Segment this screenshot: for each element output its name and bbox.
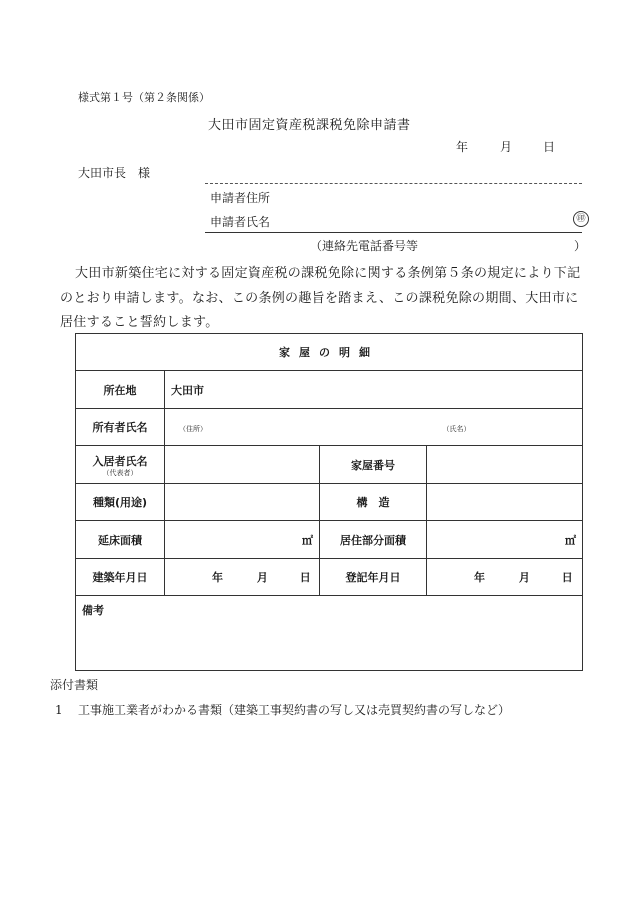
table-header: 家屋の明細 bbox=[76, 334, 583, 371]
remarks-field[interactable] bbox=[76, 596, 583, 671]
house-number-label: 家屋番号 bbox=[320, 446, 427, 484]
built-date-field[interactable] bbox=[165, 559, 320, 596]
remarks-label: 備考 bbox=[82, 604, 104, 617]
registered-day: 日 bbox=[561, 571, 573, 584]
location-value[interactable]: 大田市 bbox=[165, 371, 583, 409]
attachment-item-number: 1 bbox=[55, 703, 63, 717]
date-day-label: 日 bbox=[543, 140, 556, 154]
contact-close-paren: ） bbox=[574, 239, 587, 253]
date-year-label: 年 bbox=[456, 140, 469, 154]
addressee: 大田市長 様 bbox=[78, 166, 151, 180]
applicant-name-label: 申請者氏名 bbox=[210, 215, 271, 229]
resident-rep-label: （代表者） bbox=[102, 468, 138, 477]
registered-year: 年 bbox=[474, 571, 485, 584]
owner-name-label: 所有者氏名 bbox=[76, 409, 165, 446]
attachments-title: 添付書類 bbox=[50, 678, 99, 692]
resident-name-label-text: 入居者氏名 bbox=[92, 454, 148, 468]
living-area-field[interactable]: ㎡ bbox=[427, 521, 583, 559]
registered-date-label: 登記年月日 bbox=[320, 559, 427, 596]
floor-area-label: 延床面積 bbox=[76, 521, 165, 559]
owner-name-hint: （氏名） bbox=[442, 424, 471, 433]
seal-mark-icon: ㊞ bbox=[573, 211, 589, 227]
divider-dotted bbox=[205, 183, 582, 184]
built-date-label: 建築年月日 bbox=[76, 559, 165, 596]
type-field[interactable] bbox=[165, 484, 320, 521]
date-month-label: 月 bbox=[500, 140, 513, 154]
built-month: 月 bbox=[256, 571, 268, 584]
form-number: 様式第１号（第２条関係） bbox=[78, 91, 210, 104]
living-area-label: 居住部分面積 bbox=[320, 521, 427, 559]
house-details-table bbox=[75, 333, 583, 671]
divider-solid bbox=[205, 232, 582, 233]
location-label: 所在地 bbox=[76, 371, 165, 409]
built-year: 年 bbox=[212, 571, 223, 584]
type-label: 種類(用途) bbox=[76, 484, 165, 521]
contact-label: （連絡先電話番号等 bbox=[310, 239, 419, 253]
pledge-paragraph: 大田市新築住宅に対する固定資産税の課税免除に関する条例第５条の規定により下記のとおり申請します。なお、この条例の趣旨を踏まえ、この課税免除の期間、大田市に居住すること誓約します。 bbox=[60, 266, 581, 330]
structure-label: 構 造 bbox=[320, 484, 427, 521]
applicant-address-label: 申請者住所 bbox=[210, 191, 271, 205]
owner-field[interactable] bbox=[165, 409, 583, 446]
floor-area-field[interactable]: ㎡ bbox=[165, 521, 320, 559]
owner-address-hint: （住所） bbox=[179, 424, 207, 433]
structure-field[interactable] bbox=[427, 484, 583, 521]
registered-month: 月 bbox=[518, 571, 530, 584]
attachment-item-text: 工事施工業者がわかる書類（建築工事契約書の写し又は売買契約書の写しなど） bbox=[78, 703, 511, 717]
resident-name-field[interactable] bbox=[165, 446, 320, 484]
registered-date-field[interactable] bbox=[427, 559, 583, 596]
built-day: 日 bbox=[299, 571, 311, 584]
attachment-item bbox=[55, 701, 510, 718]
house-number-field[interactable] bbox=[427, 446, 583, 484]
document-title: 大田市固定資産税課税免除申請書 bbox=[208, 118, 411, 133]
resident-name-label bbox=[76, 446, 165, 484]
